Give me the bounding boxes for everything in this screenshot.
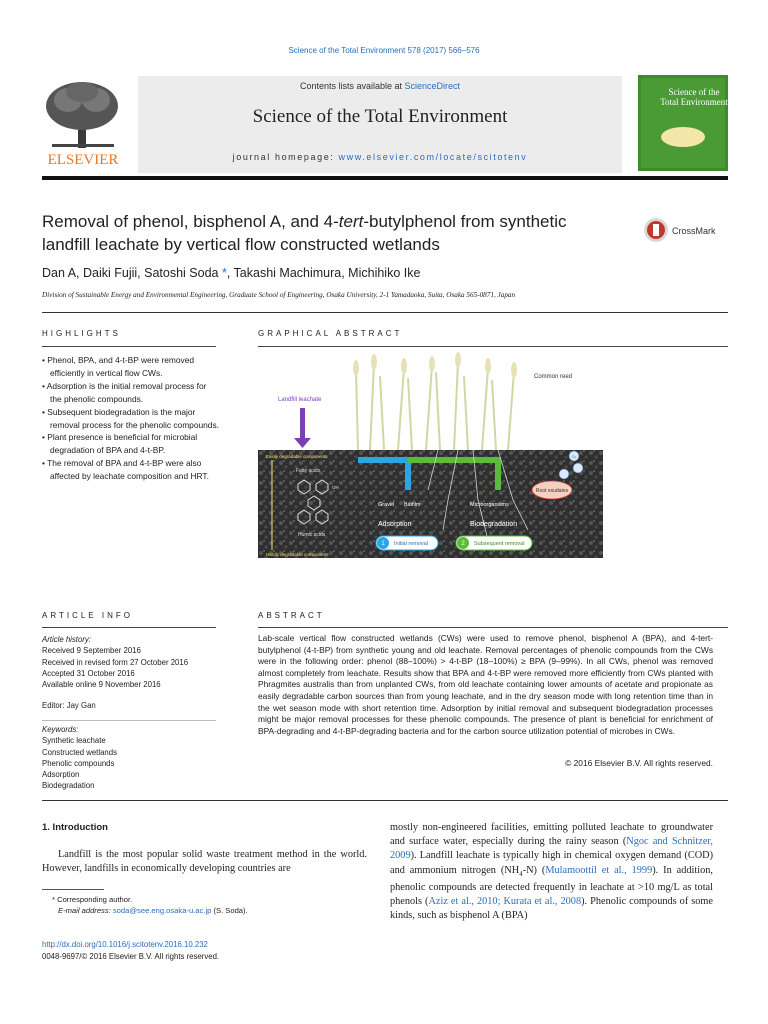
keyword-item: Adsorption [42,770,80,780]
keywords-block [42,724,220,792]
footnote-rule [42,889,104,890]
crossmark-label: CrossMark [672,226,716,236]
intro-subscript: 4 [519,869,523,878]
graphical-abstract-rule [258,346,728,347]
intro-text-part: ). Landfill leachate is typically high in chemical oxygen demand (COD) and ammonium nitrogen (NH [390,850,713,876]
abstract-rule [258,627,728,628]
footnote-corresponding [52,895,132,904]
highlights-rule [42,346,216,347]
author-email-link[interactable]: soda@see.eng.osaka-u.ac.jp [112,906,212,915]
elsevier-tree-icon [42,78,124,168]
doi-link[interactable]: http://dx.doi.org/10.1016/j.scitotenv.2016.10.232 [42,940,208,949]
intro-text-part: ). In addition, phenolic compounds are detected frequently in leachate at >10 mg/L as total phenols ( [390,864,713,908]
elsevier-logo[interactable] [42,78,124,168]
affiliation-rule [42,312,728,313]
graphical-abstract-heading: GRAPHICAL ABSTRACT [258,329,403,338]
sciencedirect-link[interactable]: ScienceDirect [404,81,461,91]
highlights-list [42,354,220,483]
introduction-right-column [390,821,713,923]
journal-cover-thumbnail[interactable] [638,75,728,171]
corresponding-author-link[interactable]: * [221,266,227,280]
footnote-star: * [52,895,55,904]
intro-text-part: ). Phenolic compounds of some kinds, such as bisphenol A (BPA) [390,896,713,922]
author-list [42,266,420,280]
keyword-item: Biodegradation [42,781,95,791]
affiliation: Division of Sustainable Energy and Environmental Engineering, Graduate School of Engineering, Osaka University, 2-1 Yamadaoka, Suita, Osaka 565-0871, Japan [42,291,516,299]
leachate-arrow-head [294,438,311,448]
intro-text-part: mostly non-engineered facilities, emitting polluted leachate to groundwater and surface water, especially during the rainy season ( [390,822,713,848]
label-landfill-leachate: Landfill leachate [278,397,322,403]
highlight-item: • Adsorption is the initial removal process for the phenolic compounds. [42,380,207,404]
authors-part: , Takashi Machimura, Michihiko Ike [226,266,421,280]
ref-mulamoottil-link[interactable]: Mulamoottil et al., 1999 [545,864,653,876]
label-root-exudates: Root exudates [535,488,569,494]
footnote-corresponding-text: Corresponding author. [54,895,133,904]
highlight-item: • The removal of BPA and 4-t-BP were also affected by leachate composition and HRT. [42,458,209,482]
email-suffix: (S. Soda). [211,906,248,915]
contents-prefix: Contents lists available at [299,81,405,91]
article-title [42,210,622,256]
journal-homepage-link[interactable]: www.elsevier.com/locate/scitotenv [338,152,528,162]
label-easily-degradable: Easily degradable components [266,454,328,459]
body-rule [42,800,728,801]
footnote-email [58,906,248,915]
highlight-item: • Plant presence is beneficial for microbial degradation of BPA and 4-t-BP. [42,432,198,456]
history-received: Received 9 September 2016 [42,646,141,656]
journal-name: Science of the Total Environment [252,106,508,127]
ref-aziz-kurata-link[interactable]: Aziz et al., 2010; Kurata et al., 2008 [428,896,582,908]
title-part: Removal of phenol, bisphenol A, and 4- [42,212,339,231]
label-oh: OH [332,485,339,490]
history-online: Available online 9 November 2016 [42,680,161,690]
article-info-heading: ARTICLE INFO [42,611,133,620]
label-fatty-acids: Fatty acids [296,468,321,474]
keyword-item: Synthetic leachate [42,736,106,746]
highlights-heading: HIGHLIGHTS [42,329,121,338]
label-o2: O₂ [571,454,577,459]
journal-citation[interactable]: Science of the Total Environment 578 (2017) 566–576 [288,46,480,55]
label-microorganisms: Microorganisms [470,502,509,508]
history-revised: Received in revised form 27 October 2016 [42,657,189,667]
abstract-heading: ABSTRACT [258,611,325,620]
contents-line [138,81,622,91]
keyword-item: Phenolic compounds [42,758,115,768]
reed-plumes [353,352,517,378]
keywords-label: Keywords: [42,725,79,734]
label-biofilm: Biofilm [404,502,421,508]
article-history-label: Article history: [42,635,91,644]
introduction-paragraph: Landfill is the most popular solid waste treatment method in the world. However, landfills in economically developing countries are [42,849,367,875]
step-1-label: Initial removal [394,541,428,547]
cover-title-1: Science of the [668,87,720,97]
title-part: -butylphenol from synthetic [363,212,567,231]
history-accepted: Accepted 31 October 2016 [42,668,135,678]
highlight-item: • Subsequent biodegradation is the major removal process for the phenolic compounds. [42,406,219,430]
leachate-arrow-shaft [300,408,305,438]
introduction-heading: 1. Introduction [42,822,108,833]
label-hardly-degradable: Hardly degradable components [266,552,329,557]
label-gravel: Gravel [378,502,395,508]
journal-header-banner [138,76,622,173]
label-common-reed: Common reed [534,374,573,380]
intro-text-part: -N) ( [522,864,546,876]
step-2-number: 2 [461,541,465,547]
elsevier-wordmark: ELSEVIER [47,152,119,168]
graphical-abstract-figure[interactable] [258,350,603,568]
abstract-text: Lab-scale vertical flow constructed wetlands (CWs) were used to remove phenol, bisphenol A (BPA), and 4-tert-butylphenol (4-t-BP) from synthetic young and old leachate. Removal percentages of phenolic compounds from the CWs were in the following order: phenol (88–100%) > 4-t-BP (18–100%) ≥ BPA (9–99%). In all CWs, phenol was removed almost completely from leachate. Results show that BPA and 4-t-BP were removed more efficiently from CWs planted with Phragmites australis than from unplanted CWs, from old leachate containing lower amounts of acetate and propionate as easily degradable carbon sources than from young leachate, and in the dry season mode with long retention time than in the wet season mode with short retention time. Adsorption by initial removal and subsequent biodegradation processes might be major removal processes for these phenolic compounds. The presence of plant is beneficial for enrichment of BPA-degrading and 4-t-BP-degrading bacteria and for the carbon source utilization potential of microbes in CWs. [258,633,713,736]
article-history [42,634,220,690]
authors-part: Dan A, Daiki Fujii, Satoshi Soda [42,266,222,280]
journal-homepage-line [138,152,622,162]
abstract-copyright: © 2016 Elsevier B.V. All rights reserved. [565,758,713,768]
label-biodegradation: Biodegradation [470,521,518,528]
label-adsorption: Adsorption [378,521,412,528]
keyword-item: Constructed wetlands [42,747,117,757]
issn-copyright: 0048-9697/© 2016 Elsevier B.V. All rights reserved. [42,952,220,961]
title-line-2: landfill leachate by vertical flow constructed wetlands [42,235,440,254]
editor-line: Editor: Jay Gan [42,701,96,710]
keywords-rule [42,720,216,721]
homepage-prefix: journal homepage: [232,152,339,162]
header-rule [42,176,728,180]
cover-title-2: Total Environment [660,97,728,107]
reed-plants [356,362,514,450]
email-label: E-mail address: [58,906,113,915]
title-italic-part: tert [338,212,364,231]
label-humic-acids: Humic acids [298,532,326,538]
article-info-rule [42,627,216,628]
step-2-label: Subsequent removal [474,541,525,547]
step-1-number: 1 [381,541,385,547]
highlight-item: • Phenol, BPA, and 4-t-BP were removed efficiently in vertical flow CWs. [42,355,195,378]
crossmark-button[interactable] [642,216,732,246]
ref-ngoc-link[interactable]: Ngoc and Schnitzer, 2009 [390,836,713,862]
